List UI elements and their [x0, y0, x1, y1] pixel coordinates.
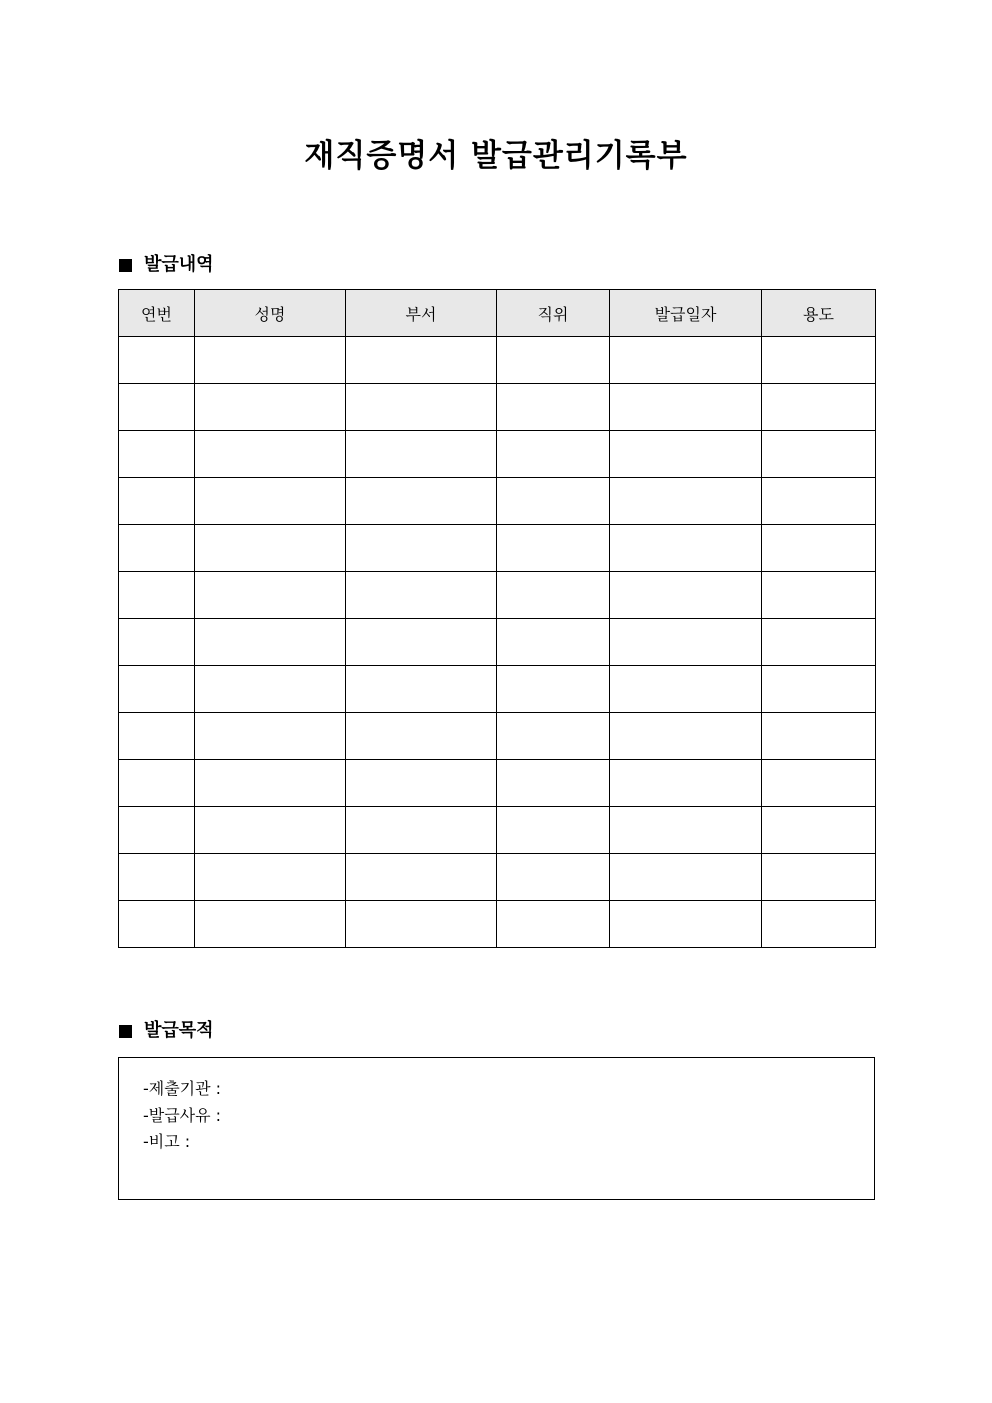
table-row — [119, 478, 876, 525]
table-row — [119, 337, 876, 384]
table-row — [119, 760, 876, 807]
table-cell[interactable] — [762, 572, 876, 619]
issue-purpose-box — [118, 1057, 875, 1200]
table-cell[interactable] — [762, 525, 876, 572]
table-cell[interactable] — [195, 760, 346, 807]
table-cell[interactable] — [195, 666, 346, 713]
table-cell[interactable] — [195, 619, 346, 666]
table-cell[interactable] — [762, 337, 876, 384]
column-header-department: 부서 — [346, 290, 497, 337]
table-cell[interactable] — [195, 478, 346, 525]
table-cell[interactable] — [119, 901, 195, 948]
table-cell[interactable] — [762, 713, 876, 760]
table-cell[interactable] — [195, 807, 346, 854]
table-cell[interactable] — [195, 384, 346, 431]
column-header-name: 성명 — [195, 290, 346, 337]
issue-history-heading-label: 발급내역 — [144, 254, 214, 275]
table-cell[interactable] — [762, 431, 876, 478]
table-cell[interactable] — [119, 431, 195, 478]
table-cell[interactable] — [610, 666, 762, 713]
table-cell[interactable] — [119, 666, 195, 713]
table-cell[interactable] — [497, 525, 610, 572]
table-cell[interactable] — [497, 760, 610, 807]
table-cell[interactable] — [119, 807, 195, 854]
table-cell[interactable] — [195, 337, 346, 384]
table-row — [119, 807, 876, 854]
table-cell[interactable] — [610, 901, 762, 948]
table-cell[interactable] — [762, 478, 876, 525]
table-cell[interactable] — [346, 431, 497, 478]
table-cell[interactable] — [346, 525, 497, 572]
table-cell[interactable] — [610, 431, 762, 478]
table-cell[interactable] — [762, 619, 876, 666]
table-cell[interactable] — [497, 854, 610, 901]
table-cell[interactable] — [119, 478, 195, 525]
issue-history-table-body — [119, 337, 876, 948]
table-cell[interactable] — [195, 525, 346, 572]
table-cell[interactable] — [497, 384, 610, 431]
issue-history-heading — [119, 253, 214, 277]
table-cell[interactable] — [346, 760, 497, 807]
table-cell[interactable] — [346, 807, 497, 854]
issue-purpose-heading-label: 발급목적 — [144, 1020, 214, 1041]
table-row — [119, 572, 876, 619]
table-cell[interactable] — [195, 431, 346, 478]
table-cell[interactable] — [119, 854, 195, 901]
table-row — [119, 713, 876, 760]
table-cell[interactable] — [346, 619, 497, 666]
table-cell[interactable] — [497, 337, 610, 384]
table-cell[interactable] — [762, 666, 876, 713]
table-cell[interactable] — [119, 572, 195, 619]
table-cell[interactable] — [119, 337, 195, 384]
table-cell[interactable] — [610, 619, 762, 666]
table-cell[interactable] — [346, 666, 497, 713]
table-row — [119, 619, 876, 666]
column-header-serial-no: 연번 — [119, 290, 195, 337]
table-header-row — [119, 290, 876, 337]
table-cell[interactable] — [119, 384, 195, 431]
table-cell[interactable] — [346, 478, 497, 525]
table-cell[interactable] — [119, 760, 195, 807]
table-cell[interactable] — [497, 572, 610, 619]
black-square-icon — [119, 1025, 132, 1038]
table-cell[interactable] — [346, 572, 497, 619]
table-cell[interactable] — [346, 384, 497, 431]
table-cell[interactable] — [119, 619, 195, 666]
table-cell[interactable] — [497, 666, 610, 713]
table-cell[interactable] — [346, 901, 497, 948]
table-cell[interactable] — [610, 713, 762, 760]
table-row — [119, 666, 876, 713]
table-cell[interactable] — [346, 854, 497, 901]
table-cell[interactable] — [195, 854, 346, 901]
table-cell[interactable] — [610, 384, 762, 431]
table-cell[interactable] — [119, 713, 195, 760]
issue-reason-field: -발급사유 : — [143, 1106, 222, 1125]
table-row — [119, 901, 876, 948]
table-cell[interactable] — [497, 713, 610, 760]
table-cell[interactable] — [610, 478, 762, 525]
table-cell[interactable] — [195, 572, 346, 619]
column-header-position: 직위 — [497, 290, 610, 337]
table-row — [119, 854, 876, 901]
table-row — [119, 525, 876, 572]
table-cell[interactable] — [497, 431, 610, 478]
table-cell[interactable] — [195, 713, 346, 760]
page-title: 재직증명서 발급관리기록부 — [304, 138, 688, 174]
table-cell[interactable] — [762, 760, 876, 807]
table-cell[interactable] — [762, 854, 876, 901]
table-cell[interactable] — [610, 337, 762, 384]
remarks-field: -비고 : — [143, 1132, 191, 1151]
table-cell[interactable] — [762, 901, 876, 948]
table-cell[interactable] — [610, 525, 762, 572]
table-cell[interactable] — [497, 478, 610, 525]
submission-agency-field: -제출기관 : — [143, 1079, 222, 1098]
table-row — [119, 384, 876, 431]
black-square-icon — [119, 259, 132, 272]
table-cell[interactable] — [610, 854, 762, 901]
column-header-issue-date: 발급일자 — [610, 290, 762, 337]
table-cell[interactable] — [610, 760, 762, 807]
column-header-purpose: 용도 — [762, 290, 876, 337]
table-cell[interactable] — [610, 572, 762, 619]
table-cell[interactable] — [195, 901, 346, 948]
table-cell[interactable] — [346, 337, 497, 384]
table-cell[interactable] — [346, 713, 497, 760]
table-cell[interactable] — [762, 384, 876, 431]
table-cell[interactable] — [119, 525, 195, 572]
table-cell[interactable] — [762, 807, 876, 854]
table-cell[interactable] — [610, 807, 762, 854]
table-cell[interactable] — [497, 807, 610, 854]
issue-history-table — [118, 289, 876, 948]
table-cell[interactable] — [497, 619, 610, 666]
table-row — [119, 431, 876, 478]
issue-purpose-heading — [119, 1019, 214, 1043]
table-cell[interactable] — [497, 901, 610, 948]
